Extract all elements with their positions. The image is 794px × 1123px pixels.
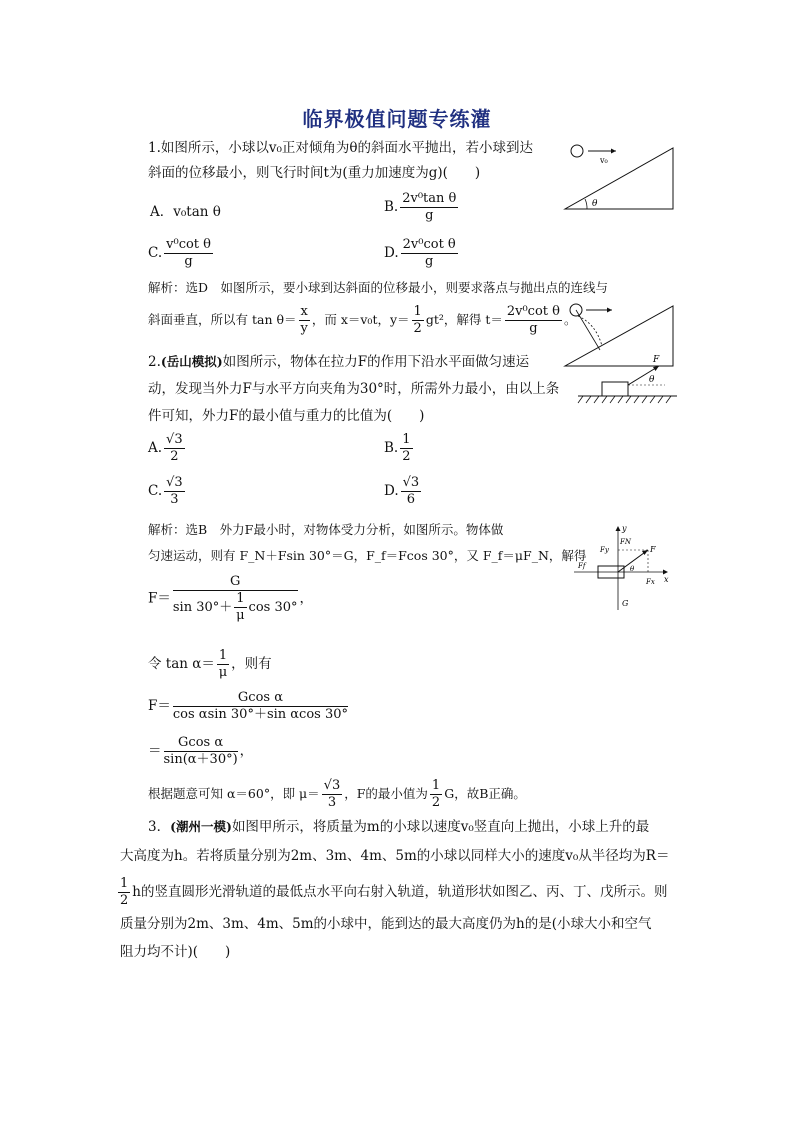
solution-text: 。 (563, 312, 577, 327)
fraction (322, 778, 343, 811)
option-label: B. (384, 199, 399, 215)
denominator: cos αsin 30°＋sin αcos 30° (172, 707, 349, 722)
q2-equation-2 (148, 648, 272, 681)
force-fy-label: Fy (600, 546, 609, 554)
q2-option-b (384, 432, 415, 465)
incline-triangle (565, 148, 673, 209)
solution-text: ，而 x＝v₀t，y＝ (311, 312, 410, 327)
option-label: A. (148, 440, 163, 456)
y-axis-arrowhead (616, 526, 621, 531)
theta-label: θ (592, 199, 598, 209)
q1-option-d (384, 237, 460, 270)
q1-solution-line1: 解析：选D 如图所示，要小球到达斜面的位移最小，则要求落点与抛出点的连线与 (148, 280, 609, 295)
stem-text: h的竖直圆形光滑轨道的最低点水平向右射入轨道，轨道形状如图乙、丙、丁、戊所示。则 (132, 884, 668, 900)
theta-label: θ (630, 565, 635, 573)
option-label: D. (384, 245, 399, 261)
q2-block-figure (575, 352, 680, 408)
q3-stem-line4: 质量分别为2m、3m、4m、5m的小球中，能到达的最大高度仍为h的是(小球大小和空气 (120, 916, 652, 932)
option-label: C. (148, 245, 163, 261)
denominator: 3 (170, 492, 179, 507)
question-number: 2. (148, 354, 161, 370)
denominator: y (300, 321, 308, 336)
equation-text: 令 tan α＝ (148, 656, 215, 672)
fraction (299, 304, 310, 337)
friction-force-label: Ff (578, 562, 586, 570)
q2-equation-1 (148, 574, 313, 624)
q2-stem-line3: 件可知，外力F的最小值与重力的比值为( ) (148, 408, 425, 424)
conclusion-text: 根据题意可知 α＝60°，即 μ＝ (148, 786, 320, 801)
fraction (164, 237, 213, 270)
trajectory-path (578, 316, 602, 346)
numerator: √3 (166, 475, 183, 490)
q1-option-c (148, 237, 215, 270)
denominator: 2 (431, 795, 441, 810)
conclusion-text: G，故B正确。 (444, 786, 526, 801)
denominator: 2 (120, 893, 129, 908)
v0-label: v₀ (600, 156, 608, 165)
q3-stem-line3 (116, 876, 667, 909)
numerator: √3 (166, 432, 183, 447)
denominator: 3 (327, 795, 337, 810)
denominator: sin(α＋30°) (163, 752, 238, 767)
denominator: 2 (413, 321, 422, 336)
q3-stem-line1 (148, 817, 649, 837)
equation-text: F＝ (148, 698, 171, 714)
numerator: 1 (402, 432, 411, 447)
numerator: G (173, 574, 298, 591)
q3-stem-line2: 大高度为h。若将质量分别为2m、3m、4m、5m的小球以同样大小的速度v₀从半径均为R＝ (120, 848, 670, 864)
denominator: 2 (402, 449, 411, 464)
fraction (401, 237, 458, 270)
numerator: √3 (402, 475, 420, 490)
force-arrowhead (653, 366, 659, 371)
stem-text: 如图所示，物体在拉力F的作用下沿水平面做匀速运 (222, 354, 530, 370)
equation-text: cos 30° (248, 600, 298, 615)
equation-text: ＝ (148, 743, 162, 759)
y-axis-label: y (622, 524, 627, 533)
fraction (430, 778, 442, 811)
numerator: 1 (431, 778, 441, 793)
numerator: 2v⁰cot θ (402, 237, 456, 252)
solution-text: gt²，解得 t＝ (425, 312, 503, 327)
x-axis-arrowhead (663, 570, 668, 575)
page-title: 临界极值问题专练灌 (302, 107, 492, 131)
denominator: 2 (170, 449, 179, 464)
numerator: 1 (218, 648, 228, 663)
q2-force-diagram (570, 522, 680, 614)
angle-arc (585, 199, 587, 209)
stem-text: 如图甲所示，将质量为m的小球以速度v₀竖直向上抛出，小球上升的最 (231, 819, 650, 835)
force-f-label: F (650, 545, 656, 554)
q2-option-a (148, 432, 187, 465)
gravity-label: G (622, 599, 629, 608)
denominator: μ (218, 665, 228, 680)
numerator: 2v⁰cot θ (506, 304, 560, 319)
equation-text: ， (239, 743, 254, 759)
numerator: 2v⁰tan θ (402, 191, 457, 206)
source-tag: (岳山模拟) (160, 354, 223, 369)
q1-stem-line2: 斜面的位移最小，则飞行时间t为(重力加速度为g)( ) (148, 165, 481, 181)
fraction (505, 304, 562, 337)
force-fx-label: Fx (646, 578, 655, 586)
q2-option-d (384, 475, 423, 508)
normal-force-label: FN (620, 538, 631, 546)
fraction (164, 432, 185, 465)
q1-stem-line1: 1.如图所示，小球以v₀正对倾角为θ的斜面水平抛出，若小球到达 (148, 140, 534, 156)
numerator: v⁰cot θ (166, 237, 211, 252)
numerator: 1 (236, 591, 245, 606)
option-label: C. (148, 483, 163, 499)
equation-text: sin 30°＋ (172, 600, 233, 615)
force-label: F (653, 355, 660, 365)
denominator: g (425, 254, 434, 269)
fraction (173, 690, 348, 723)
ground-hatching (578, 396, 671, 403)
denominator: 6 (406, 492, 416, 507)
q2-solution-line1: 解析：选B 外力F最小时，对物体受力分析，如图所示。物体做 (148, 522, 504, 537)
fraction (164, 475, 185, 508)
solution-text: 斜面垂直，所以有 tan θ＝ (148, 312, 297, 327)
equation-text: F＝ (148, 590, 171, 607)
theta-label: θ (649, 375, 655, 385)
q2-equation-3 (148, 690, 350, 723)
denominator: g (184, 254, 193, 269)
numerator: Gcos α (173, 690, 348, 707)
velocity-arrowhead (611, 149, 616, 154)
option-label: B. (384, 440, 399, 456)
numerator: √3 (323, 778, 341, 793)
x-axis-label: x (664, 575, 669, 584)
q2-equation-4 (148, 735, 253, 768)
q1-option-b (384, 191, 460, 224)
numerator: 1 (413, 304, 422, 319)
fraction (118, 876, 130, 909)
source-tag: (潮州一模) (170, 819, 232, 834)
denominator (173, 591, 298, 624)
fraction (217, 648, 229, 681)
fraction (234, 591, 246, 624)
displacement-line (576, 310, 600, 350)
denominator: g (529, 321, 538, 336)
numerator: Gcos α (164, 735, 238, 752)
fraction (412, 304, 424, 337)
numerator: 1 (120, 876, 129, 891)
block (602, 382, 628, 396)
q2-solution-line2: 匀速运动，则有 F_N＋Fsin 30°＝G，F_f＝Fcos 30°，又 F_f＝μF_N，解得 (148, 548, 587, 563)
question-number: 3． (148, 819, 171, 835)
ball-icon (571, 145, 583, 157)
denominator: μ (236, 608, 245, 623)
fraction (400, 432, 412, 465)
q1-solution-line2 (148, 304, 577, 337)
numerator: x (300, 304, 308, 319)
q2-stem-line2: 动，发现当外力F与水平方向夹角为30°时，所需外力最小，由以上条 (148, 381, 560, 397)
q3-stem-line5: 阻力均不计)( ) (120, 944, 231, 960)
fraction (400, 191, 458, 224)
q1-incline-figure (560, 138, 680, 214)
fraction (401, 475, 422, 508)
q2-stem-line1 (148, 352, 529, 372)
fraction (173, 574, 298, 624)
q2-option-c (148, 475, 187, 508)
q2-conclusion (148, 778, 526, 811)
conclusion-text: ，F的最小值为 (344, 786, 428, 801)
q1-option-a: A．v₀tan θ (150, 204, 221, 220)
equation-text: ，则有 (231, 656, 272, 672)
denominator: g (425, 208, 434, 223)
velocity-arrowhead (607, 308, 612, 313)
equation-text: ， (299, 590, 313, 607)
fraction (164, 735, 238, 768)
option-label: D. (384, 483, 399, 499)
